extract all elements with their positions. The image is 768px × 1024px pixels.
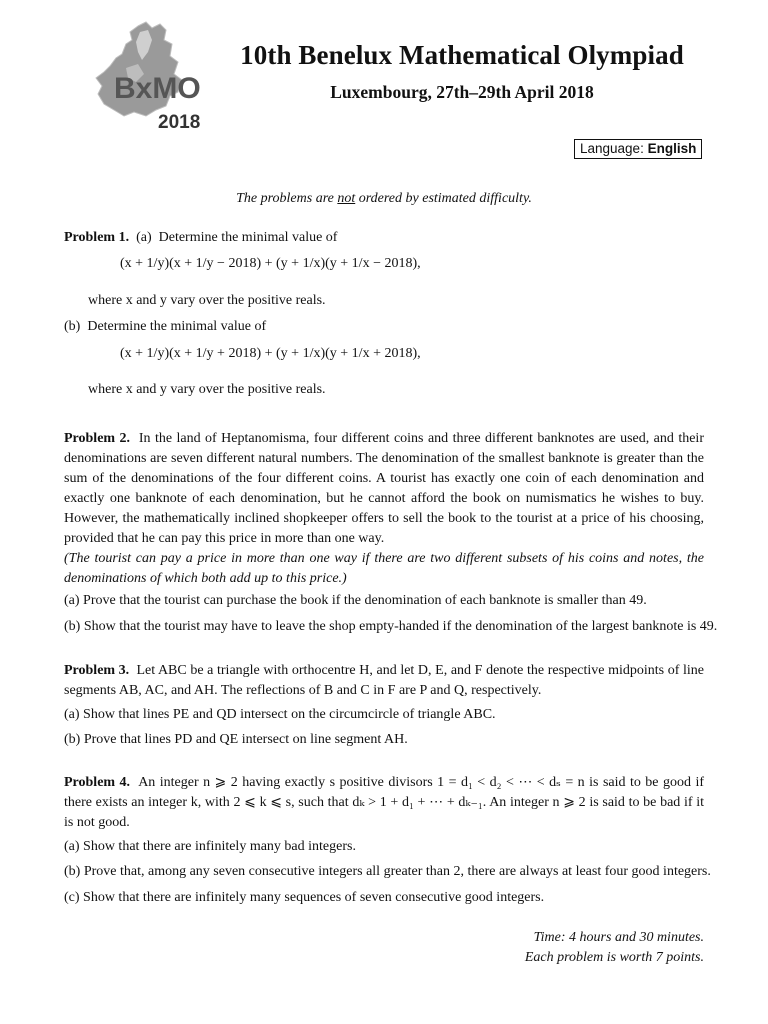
svg-text:2018: 2018 <box>158 112 201 133</box>
problem-3-part-a: (a) Show that lines PE and QD intersect on the circumcircle of triangle ABC. <box>64 707 496 722</box>
problem-1-heading: Problem 1. <box>64 230 130 245</box>
footer-time: Time: 4 hours and 30 minutes. <box>533 930 704 945</box>
bxmo-logo <box>86 18 226 134</box>
problem-1-part-b: (b) Determine the minimal value of <box>64 319 267 334</box>
problem-4-heading: Problem 4. <box>64 775 131 790</box>
problem-1-part-a: Problem 1. (a) Determine the minimal value of <box>64 230 338 245</box>
problem-2-heading: Problem 2. <box>64 431 130 446</box>
problem-2-statement: Problem 2. In the land of Heptanomisma, four different coins and three different banknotes are used, and their denominations are seven different natural numbers. The denomination of the smallest banknote is greater than the sum of the denominations of the four different coins. A tourist has exactly one coin of each denomination and exactly one banknote of each denomination, but he cannot afford the book on numismatics he wishes to buy. However, the mathematically inclined shopkeeper offers to sell the book to the tourist at a price of his choosing, provided that he can pay this price in more than one way. (The tourist can pay a price in more than one way if there are two different subsets of his coins and notes, the denominations of which both add up to this price.) <box>64 431 704 586</box>
benelux-map-logo <box>86 18 226 134</box>
footer-points: Each problem is worth 7 points. <box>524 950 704 965</box>
problem-1-equation-b: (x + 1/y)(x + 1/y + 2018) + (y + 1/x)(y + 1/x + 2018), <box>120 346 421 361</box>
problem-3-part-b: (b) Prove that lines PD and QE intersect on line segment AH. <box>64 732 408 747</box>
problem-2-part-b: (b) Show that the tourist may have to leave the shop empty-handed if the denomination of the largest banknote is 49. <box>64 619 718 634</box>
page-title: 10th Benelux Mathematical Olympiad <box>240 40 684 70</box>
language-value: English <box>647 141 697 156</box>
problem-2-part-a: (a) Prove that the tourist can purchase the book if the denomination of each banknote is smaller than 49. <box>64 593 647 608</box>
page-subtitle: Luxembourg, 27th–29th April 2018 <box>330 82 594 102</box>
problem-3-statement: Problem 3. Let ABC be a triangle with orthocentre H, and let D, E, and F denote the respective midpoints of line segments AB, AC, and AH. The reflections of B and C in F are P and Q, respectively. <box>64 663 704 698</box>
problem-4-part-a: (a) Show that there are infinitely many bad integers. <box>64 839 356 854</box>
language-label: Language: <box>580 141 644 156</box>
problem-2-parenthetical: (The tourist can pay a price in more than one way if there are two different subsets of his coins and notes, the denominations of which both add up to this price.) <box>64 551 704 586</box>
problem-1-equation-a: (x + 1/y)(x + 1/y − 2018) + (y + 1/x)(y + 1/x − 2018), <box>120 256 421 271</box>
language-box <box>574 139 702 159</box>
problem-1-where-a: where x and y vary over the positive reals. <box>88 293 326 308</box>
problem-4-part-b: (b) Prove that, among any seven consecutive integers all greater than 2, there are always at least four good integers. <box>64 864 711 879</box>
svg-text:BxMO: BxMO <box>114 72 201 105</box>
problem-4-part-c: (c) Show that there are infinitely many sequences of seven consecutive good integers. <box>64 890 545 905</box>
problem-3-heading: Problem 3. <box>64 663 130 678</box>
problem-4-statement: Problem 4. An integer n ⩾ 2 having exactly s positive divisors 1 = d₁ < d₂ < ⋯ < dₛ = n is said to be good if there exists an integer k, with 2 ⩽ k ⩽ s, such that dₖ > 1 + d₁ + ⋯ + dₖ₋₁. An integer n ⩾ 2 is said to be bad if it is not good. <box>64 775 704 830</box>
problem-1-where-b: where x and y vary over the positive reals. <box>88 382 326 397</box>
ordering-note: The problems are not ordered by estimated difficulty. <box>236 191 532 206</box>
